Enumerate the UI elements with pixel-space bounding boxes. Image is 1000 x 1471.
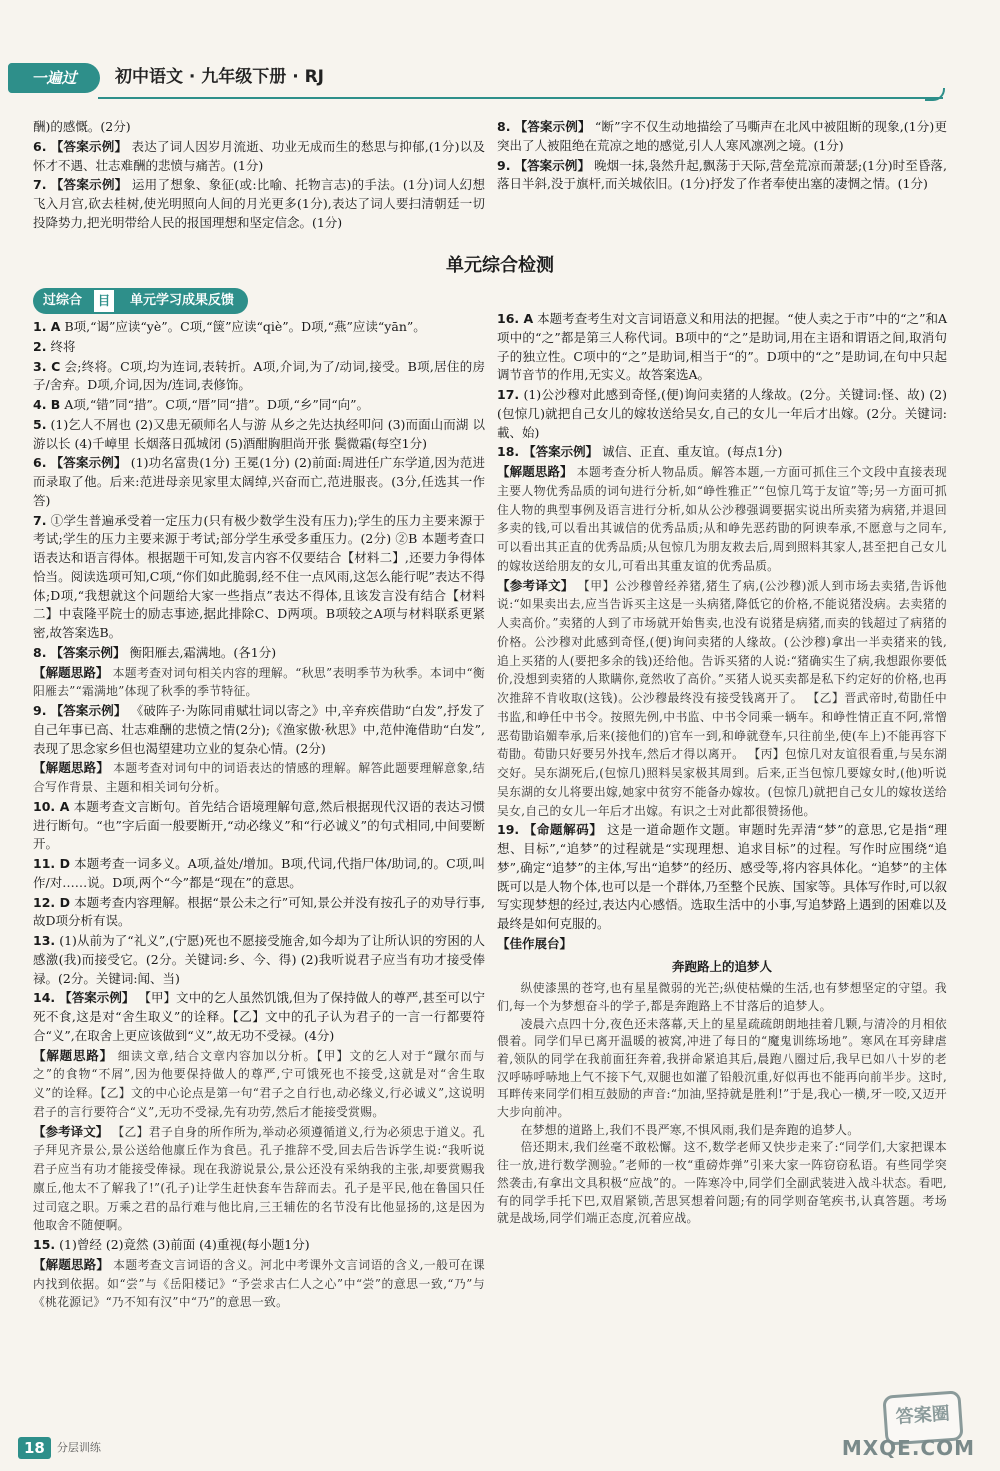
answer-item (497, 577, 947, 821)
answer-item (497, 443, 947, 462)
item-tag: 【答案示例】 (514, 157, 591, 173)
essay-title: 奔跑路上的追梦人 (671, 958, 772, 974)
item-text: 诚信、正直、重友谊。(每点1分) (602, 444, 783, 460)
item-tag: 【解题思路】 (497, 464, 573, 479)
banner-subtitle: 单元学习成果反馈 (116, 288, 248, 314)
answer-item (33, 416, 485, 454)
answer-item (33, 454, 485, 510)
item-text: A项,“错”同“措”。C项,“厝”同“措”。D项,“乡”同“向”。 (64, 397, 370, 412)
answer-item (33, 932, 485, 988)
item-number: 2. (33, 338, 47, 354)
item-tag: 【答案示例】 (59, 990, 135, 1006)
item-tag: 【解题思路】 (33, 760, 109, 776)
item-number: 3. C (33, 358, 61, 374)
banner-label: 过综合 (33, 288, 92, 314)
item-explanation: 本题考查对词句中的词语表达的情感的理解。解答此题要理解意象,结合写作背景、主题和相关词句分析。 (33, 761, 485, 794)
item-tag: 【命题解码】 (523, 822, 603, 838)
item-number: 8. (33, 644, 47, 660)
item-text: 《破阵子·为陈同甫赋壮词以寄之》中,辛弃疾借助“白发”,抒发了自己年事已高、壮志难酬的悲愤之情(2分);《渔家傲·秋思》中,范仲淹借助“白发”,表现了思念家乡但也渴望建功立业的复杂心情。(2分) (33, 703, 485, 756)
item-text: (1)公沙穆对此感到奇怪,(便)询问卖猪的人缘故。(2分。关键词:怪、故) (2)(包惊几)就把自己女儿的嫁妆送给吴女,自己的女儿一年后才出嫁。(2分。关键词:載、始) (497, 387, 947, 440)
item-explanation: 本题考查分析人物品质。解答本题,一方面可抓住三个文段中直接表现主要人物优秀品质的词句进行分析,如“峥性雅正”“包惊几笃于友谊”等;另一方面可抓住人物的典型事例及语言进行分析,如从公沙穆强调要据实说出所卖猪为病猪,并退回多卖的钱,可以看出其诚信的优秀品质;从和峥先恶药勖的阿谀奉承,不愿意与之同车,可以看出其正直的优秀品质;从包惊几为朋友救去后,周到照料其家人,甚至把自己女儿的嫁妆送给朋友的女儿,可看出其重友谊的优秀品质。 (497, 465, 947, 573)
item-text: (1)功名富贵(1分) 王冕(1分) (2)前面:周进任广东学道,因为范进而录取了他。后来:范进母亲见家里太阔绰,兴奋而亡,范进服丧。(3分,任选其一作答) (33, 455, 485, 508)
item-number: 18. (497, 444, 520, 460)
answer-item (33, 338, 485, 357)
footer-label: 分层训练 (56, 1440, 101, 1454)
item-text: (1)曾经 (2)竟然 (3)前面 (4)重视(每小题1分) (59, 1237, 310, 1252)
answer-item (33, 1047, 485, 1122)
item-explanation: 【甲】公沙穆曾经养猪,猪生了病,(公沙穆)派人到市场去卖猪,告诉他说:“如果卖出去,应当告诉买主这是一头病猪,降低它的价格,不能说猪没病。去卖猪的人卖高价。”卖猪的人到了市场就开始售卖,也没有说猪是病猪,而卖的钱超过了病猪的价格。公沙穆对此感到奇怪,(便)询问卖猪的人缘故。(公沙穆)拿出一半卖猪来的钱,追上买猪的人(要把多余的钱)还给他。告诉买猪的人说:“猪确实生了病,我想跟你要低价,没想到卖猪的人欺瞒你,竟然收了高价。”买猪人说买卖都是私下约定好的价格,也再次推辞不肯收取(这钱)。公沙穆最终没有接受钱离开了。 【乙】晋武帝时,荀勖任中书监,和峥任中书令。按照先例,中书监、中书令同乘一辆车。和峥性情正直不阿,常憎恶荀勖谄媚奉承,后来(接他们的)官车一到,和峥就登车,只往前坐,使(车上)不能再容下荀勖。荀勖只好要另外找车,然后才得以离开。 【丙】包惊几对友谊很看重,与吴东湖交好。吴东湖死后,(包惊几)照料吴家极其周到。后来,正当包惊几要嫁女时,(他)听说吴东湖的女儿将要出嫁,她家中贫穷不能备办嫁妆。(包惊几)就把自己女儿的嫁妆送给吴女,自己的女儿一年后才出嫁。有识之士对此都很赞扬他。 (497, 578, 947, 818)
page-number: 18 (18, 1437, 51, 1459)
item-number: 6. (33, 138, 47, 154)
essay-paragraph: 倍还期末,我们丝毫不敢松懈。这不,数学老师又快步走来了:“同学们,大家把课本往一放,进行数学测验。”老师的一枚“重磅炸弹”引来大家一阵窃窃私语。有些同学突然袭击,有拿出文具积极“应战”的。一阵寒冷中,同学们全副武装进入战斗状态。看吧,有的同学手托下巴,双眉紧锁,苦思冥想着问题;有的同学则奋笔疾书,认真答题。考场就是战场,同学们端正态度,沉着应战。 (497, 1140, 947, 1226)
item-text: (1)乞人不屑也 (2)又患无硕师名人与游 从乡之先达执经叩问 (3)而面山而湖 以游以长 (4)千嶂里 长烟落日孤城闭 (5)酒酣胸胆尚开张 鬓微霜(每空1分) (33, 416, 485, 451)
answer-list-right (497, 310, 947, 954)
item-tag: 【答案示例】 (514, 119, 591, 134)
answer-item (33, 138, 485, 176)
watermark-stamp: 答案圈 (882, 1390, 963, 1445)
item-text: 会;终将。C项,均为连词,表转折。A项,介词,为了/动词,接受。B项,居住的房子/舍弃。D项,介词,因为/连词,表修饰。 (33, 358, 485, 393)
item-number: 4. B (33, 397, 61, 412)
answer-item (497, 118, 947, 156)
top-left-column (33, 118, 485, 234)
answer-item (33, 664, 485, 702)
item-text: “断”字不仅生动地描绘了马嘶声在北风中被阻断的现象,(1分)更突出了人被阻绝在荒凉之地的感觉,引人人寒风凛冽之境。(1分) (497, 119, 947, 153)
item-number: 7. (33, 177, 47, 193)
item-tag: 【答案示例】 (50, 644, 126, 660)
answer-item (497, 157, 947, 195)
left-column (33, 288, 485, 1313)
item-tag: 【答案示例】 (50, 455, 127, 471)
answer-item (33, 1236, 485, 1255)
item-explanation: 本题考查文言词语的含义。河北中考课外文言词语的含义,一般可在课内找到依据。如“尝”与《岳阳楼记》“予尝求古仁人之心”中“尝”的意思一致,“乃”与《桃花源记》“乃不知有汉”中“乃”的意思一致。 (33, 1257, 485, 1310)
item-tag: 【答案示例】 (50, 138, 128, 154)
item-text: 本题考查内容理解。根据“景公未之行”可知,景公并没有按孔子的劝导行事,故D项分析有误。 (33, 894, 485, 929)
item-text: 终将 (50, 338, 76, 354)
essay-paragraph: 纵使漆黑的苍穹,也有星星微弱的光芒;纵使枯燥的生活,也有梦想坚定的守望。我们,每一个为梦想奋斗的学子,都是奔跑路上不甘落后的追梦人。 (497, 981, 947, 1013)
item-tag: 【答案示例】 (523, 444, 599, 460)
book-title: 初中语文 · 九年级下册 · RJ (115, 67, 325, 87)
watermark-site: MXQE.COM (841, 1436, 975, 1460)
right-column (497, 310, 947, 1228)
answer-item (497, 463, 947, 576)
essay-body (497, 980, 947, 1228)
item-explanation: 本题考查对词句相关内容的理解。“秋思”表明季节为秋季。本词中“衡阳雁去”“霜满地”体现了秋季的季节特征。 (33, 665, 485, 699)
section-title: 单元综合检测 (446, 255, 554, 276)
header-rule-curve (925, 88, 945, 101)
answer-item (33, 759, 485, 797)
item-explanation: 细读文章,结合文章内容加以分析。【甲】文的乞人对于“蹴尔而与之”的食物“不屑”,因为他要保持做人的尊严,宁可饿死也不接受,这就是对“舍生取义”的诠释。【乙】文的中心论点是第一句“君子之自行也,动必缘义,行必诚义”,这说明君子的言行要符合“义”,无功不受禄,先有功劳,然后才能接受赏赐。 (33, 1048, 485, 1119)
essay-paragraph: 在梦想的道路上,我们不畏严寒,不惧风雨,我们是奔跑的追梦人。 (520, 1122, 860, 1137)
item-text: 【甲】文中的乞人虽然饥饿,但为了保持做人的尊严,甚至可以宁死不食,这是对“舍生取义”的诠释。【乙】文中的孔子认为君子的一言一行都要符合“义”,在取舍上更应该做到“义”,故无功不受禄。(4分) (33, 990, 485, 1043)
item-text: 表达了词人因岁月流逝、功业无成而生的愁思与抑郁,(1分)以及怀才不遇、壮志难酬的悲愤与痛苦。(1分) (33, 138, 485, 173)
page-header (0, 55, 1000, 103)
item-text: 酬)的感慨。(2分) (33, 119, 131, 134)
answer-item (33, 396, 485, 415)
item-number: 1. A (33, 319, 61, 334)
item-number: 6. (33, 455, 47, 471)
item-text: 本题考查文言断句。首先结合语境理解句意,然后根据现代汉语的表达习惯进行断句。“也”字后面一般要断开,“动必缘义”和“行必诚义”的句式相同,中间要断开。 (33, 798, 485, 852)
answer-item (33, 989, 485, 1045)
item-number: 16. A (497, 311, 534, 326)
item-tag: 【解题思路】 (33, 1256, 109, 1272)
section-banner (33, 288, 485, 314)
item-tag: 【参考译文】 (497, 577, 574, 593)
answer-item (33, 318, 485, 337)
item-explanation: 【乙】君子自身的所作所为,举动必须遵循道义,行为必须忠于道义。孔子拜见齐景公,景公送给他廪丘作为食邑。孔子推辞不受,回去后告诉学生说:“我听说君子应当有功才能接受俸禄。现在我游说景公,景公还没有采纳我的主张,却要赏赐我廪丘,他太不了解我了!”(孔子)让学生赶快套车告辞而去。孔子是平民,他在鲁国只任过司寇之职。万乘之君的品行难与他比肩,三王辅佐的名节没有比他显扬的,这是因为他取舍不随便啊。 (33, 1124, 485, 1233)
item-number: 9. (33, 703, 47, 718)
item-text: 这是一道命题作文题。审题时先弄清“梦”的意思,它是指“理想、目标”,“追梦”的过程就是“实现理想、追求目标”的过程。写作时应围绕“追梦”,确定“追梦”的主体,写出“追梦”的经历、感受等,将内容具体化。“追梦”的主体既可以是人物个体,也可以是一个群体,乃至整个民族、国家等。具体写作时,可以叙写实现梦想的经过,表达内心感悟。选取生活中的小事,写追梦路上遇到的困难以及最终是如何克服的。 (497, 822, 947, 931)
item-text: 运用了想象、象征(或:比喻、托物言志)的手法。(1分)词人幻想飞入月宫,砍去桂树,使光明照向人间的月光更多(1分),表达了词人要扫清朝廷一切投降势力,把光明带给人民的报国理想和坚定信念。(1分) (33, 177, 485, 230)
item-text: 本题考查一词多义。A项,益处/增加。B项,代词,代指尸体/助词,的。C项,叫作/对……说。D项,两个“今”都是“现在”的意思。 (33, 856, 485, 890)
item-tag: 【答案示例】 (50, 177, 128, 193)
item-number: 15. (33, 1237, 56, 1252)
item-number: 12. D (33, 894, 70, 910)
list-icon: 目 (92, 288, 116, 314)
answer-item (497, 935, 947, 954)
item-number: 17. (497, 387, 520, 402)
item-text: 衡阳雁去,霜满地。(各1分) (129, 644, 277, 660)
item-number: 11. D (33, 856, 71, 871)
item-tag: 【解题思路】 (33, 1047, 113, 1063)
answer-item (33, 512, 485, 643)
top-right-column (497, 118, 947, 195)
item-number: 13. (33, 933, 56, 948)
item-number: 5. (33, 416, 47, 432)
item-text: 晚烟一抹,袅然升起,飘荡于天际,营垒荒凉而萧瑟;(1分)时至昏落,落日半斜,没于旗杆,而关城依旧。(1分)抒发了作者奉使出塞的凄惆之情。(1分) (497, 157, 947, 192)
item-tag: 【参考译文】 (33, 1123, 109, 1139)
item-number: 19. (497, 822, 520, 838)
answer-item (497, 310, 947, 385)
header-rule (98, 97, 943, 99)
answer-item (33, 118, 485, 137)
answer-item (33, 798, 485, 854)
series-logo: 一遍过 (8, 63, 100, 93)
answer-item (33, 855, 485, 893)
answer-item (33, 644, 485, 663)
item-text: ①学生普遍承受着一定压力(只有极少数学生没有压力);学生的压力主要来源于考试;学生的压力主要来源于考试;部分学生承受多重压力。(2分) ②B 本题考查口语表达和语言得体。根据题干可知,发言内容不仅要结合【材料二】,还要力争得体恰当。阅读选项可知,C项,“你们如此脆弱,经不住一点风雨,这怎么能行呢”表达不得体;D项,“我想就这个问题给大家一些指点”表达不得体,且该发言没有结合【材料二】中袁隆平院士的励志事迹,据此排除C、D两项。B项较之A项与材料联系更紧密,故答案选B。 (33, 512, 486, 640)
page-footer (18, 1437, 101, 1459)
answer-item (33, 358, 485, 396)
answer-item (497, 821, 947, 934)
answer-item (33, 894, 485, 932)
item-text: B项,“谒”应读“yè”。C项,“箧”应读“qiè”。D项,“燕”应读“yān”。 (64, 319, 426, 334)
item-number: 10. A (33, 798, 70, 814)
item-text: 本题考查考生对文言词语意义和用法的把握。“使人卖之于市”中的“之”和A项中的“之”都是第三人称代词。B项中的“之”是助词,用在主语和谓语之间,取消句子的独立性。C项中的“之”是助词,相当于“的”。D项中的“之”是助词,在句中只起调节音节的作用,无实义。故答案选A。 (497, 311, 947, 383)
answer-item (33, 1256, 485, 1312)
item-number: 14. (33, 990, 56, 1006)
essay-paragraph: 凌晨六点四十分,夜色还未落幕,天上的星星疏疏朗朗地挂着几颗,与清冷的月相依偎着。同学们早已离开温暖的被窝,冲进了每日的“魔鬼训练场地”。寒风在耳旁肆虐着,领队的同学在我前面狂奔着,我拼命紧追其后,晨跑八圈过后,我早已如八十岁的老汉呼哧呼哧地上气不接下气,双腿也如灌了铅般沉重,好似再也不能再向前半步。这时,耳畔传来同学们相互鼓励的声音:“加油,坚持就是胜利!”于是,我心一横,牙一咬,又迈开大步向前冲。 (497, 1016, 947, 1120)
item-number: 7. (33, 512, 47, 528)
answer-list-left (33, 318, 485, 1312)
item-text: (1)从前为了“礼义”,(宁愿)死也不愿接受施舍,如今却为了让所认识的穷困的人感激(我)而接受它。(2分。关键词:乡、今、得) (2)我听说君子应当有功才接受俸禄。(2分。关键词:闻、当) (33, 933, 485, 986)
item-tag: 【答案示例】 (50, 703, 127, 718)
item-number: 8. (497, 119, 511, 134)
answer-item (33, 1123, 485, 1236)
answer-item (33, 176, 485, 232)
item-tag: 【佳作展台】 (497, 935, 573, 951)
item-number: 9. (497, 157, 511, 173)
answer-item (33, 702, 485, 758)
item-tag: 【解题思路】 (33, 664, 109, 680)
answer-item (497, 386, 947, 442)
